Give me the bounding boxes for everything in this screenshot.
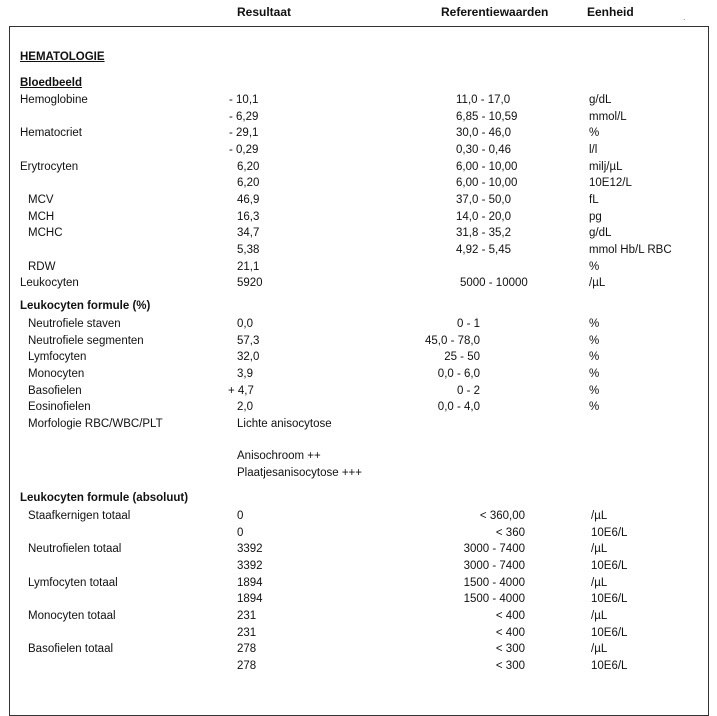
row-value: 6,20 bbox=[237, 161, 260, 173]
row-label: MCH bbox=[28, 211, 55, 223]
row-unit: 10E6/L bbox=[591, 593, 628, 605]
row-label: Monocyten totaal bbox=[28, 610, 116, 622]
row-value: 1894 bbox=[237, 593, 263, 605]
row-value: 21,1 bbox=[237, 261, 260, 273]
row-unit: pg bbox=[589, 211, 602, 223]
row-value: 2,0 bbox=[237, 401, 253, 413]
row-value: - 10,1 bbox=[229, 94, 259, 106]
row-value: 3,9 bbox=[237, 368, 253, 380]
row-unit: /µL bbox=[591, 610, 608, 622]
group-title: Leukocyten formule (%) bbox=[20, 300, 151, 312]
row-unit: mmol Hb/L RBC bbox=[589, 244, 672, 256]
row-value: 5920 bbox=[237, 277, 263, 289]
row-reference: < 400 bbox=[495, 610, 525, 622]
row-value: - 29,1 bbox=[229, 127, 259, 139]
row-reference: 6,00 - 10,00 bbox=[456, 177, 518, 189]
header-result: Resultaat bbox=[237, 5, 292, 19]
row-value: - 6,29 bbox=[229, 111, 259, 123]
row-value: Anisochroom ++ bbox=[237, 450, 321, 462]
section-title: HEMATOLOGIE bbox=[20, 51, 105, 63]
row-reference: 0 - 1 bbox=[456, 318, 480, 330]
row-unit: % bbox=[589, 261, 600, 273]
row-value: 3392 bbox=[237, 560, 263, 572]
header-reference: Referentiewaarden bbox=[441, 5, 549, 19]
row-unit: % bbox=[589, 318, 600, 330]
row-unit: mmol/L bbox=[589, 111, 627, 123]
row-unit: /µL bbox=[591, 577, 608, 589]
row-unit: /µL bbox=[591, 510, 608, 522]
row-reference: 0,30 - 0,46 bbox=[456, 144, 511, 156]
row-value: 231 bbox=[237, 627, 257, 639]
row-value: 278 bbox=[237, 660, 257, 672]
row-label: MCHC bbox=[28, 227, 63, 239]
header-unit: Eenheid bbox=[587, 5, 634, 19]
row-value: Plaatjesanisocytose +++ bbox=[237, 467, 362, 479]
row-value: 57,3 bbox=[237, 335, 260, 347]
row-label: RDW bbox=[28, 261, 56, 273]
row-unit: /µL bbox=[591, 543, 608, 555]
row-reference: 37,0 - 50,0 bbox=[456, 194, 511, 206]
row-reference: 45,0 - 78,0 bbox=[425, 335, 480, 347]
row-reference: < 300 bbox=[495, 643, 525, 655]
row-reference: 3000 - 7400 bbox=[463, 543, 525, 555]
row-unit: % bbox=[589, 368, 600, 380]
row-value: 1894 bbox=[237, 577, 263, 589]
row-unit: % bbox=[589, 335, 600, 347]
row-reference: 4,92 - 5,45 bbox=[456, 244, 511, 256]
row-reference: 11,0 - 17,0 bbox=[456, 94, 511, 106]
row-value: Lichte anisocytose bbox=[237, 418, 332, 430]
row-value: 34,7 bbox=[237, 227, 260, 239]
row-unit: % bbox=[589, 127, 600, 139]
row-value: 0 bbox=[237, 527, 244, 539]
row-reference: < 360,00 bbox=[479, 510, 525, 522]
row-value: 32,0 bbox=[237, 351, 260, 363]
row-reference: 0,0 - 6,0 bbox=[437, 368, 480, 380]
row-label: Erytrocyten bbox=[20, 161, 79, 173]
row-label: Basofielen totaal bbox=[28, 643, 114, 655]
row-value: 3392 bbox=[237, 543, 263, 555]
row-unit: % bbox=[589, 351, 600, 363]
row-reference: 6,85 - 10,59 bbox=[456, 111, 518, 123]
row-label: Neutrofiele staven bbox=[28, 318, 121, 330]
row-unit: % bbox=[589, 401, 600, 413]
row-label: MCV bbox=[28, 194, 54, 206]
row-label: Staafkernigen totaal bbox=[28, 510, 131, 522]
row-value: 5,38 bbox=[237, 244, 260, 256]
row-label: Eosinofielen bbox=[28, 401, 91, 413]
row-unit: milj/µL bbox=[589, 161, 623, 173]
row-unit: /µL bbox=[589, 277, 606, 289]
row-value: 0 bbox=[237, 510, 244, 522]
row-unit: 10E12/L bbox=[589, 177, 632, 189]
row-reference: 0,0 - 4,0 bbox=[437, 401, 480, 413]
row-unit: 10E6/L bbox=[591, 560, 628, 572]
row-label: Leukocyten bbox=[20, 277, 79, 289]
row-unit: fL bbox=[589, 194, 599, 206]
row-unit: g/dL bbox=[589, 227, 612, 239]
row-value: 278 bbox=[237, 643, 257, 655]
row-value: 46,9 bbox=[237, 194, 260, 206]
row-reference: 3000 - 7400 bbox=[463, 560, 525, 572]
row-reference: 30,0 - 46,0 bbox=[456, 127, 511, 139]
row-reference: 6,00 - 10,00 bbox=[456, 161, 518, 173]
row-label: Neutrofielen totaal bbox=[28, 543, 122, 555]
row-reference: < 300 bbox=[495, 660, 525, 672]
row-reference: < 360 bbox=[495, 527, 525, 539]
row-unit: % bbox=[589, 385, 600, 397]
row-label: Morfologie RBC/WBC/PLT bbox=[28, 418, 163, 430]
row-label: Hematocriet bbox=[20, 127, 82, 139]
row-reference: 1500 - 4000 bbox=[463, 577, 525, 589]
row-reference: 5000 - 10000 bbox=[460, 277, 528, 289]
row-value: 16,3 bbox=[237, 211, 260, 223]
row-unit: 10E6/L bbox=[591, 660, 628, 672]
row-reference: 14,0 - 20,0 bbox=[456, 211, 511, 223]
row-value: 231 bbox=[237, 610, 257, 622]
row-unit: /µL bbox=[591, 643, 608, 655]
row-value: - 0,29 bbox=[229, 144, 259, 156]
group-title: Leukocyten formule (absoluut) bbox=[20, 492, 189, 504]
row-value: 0,0 bbox=[237, 318, 253, 330]
row-value: + 4,7 bbox=[228, 385, 254, 397]
row-reference: < 400 bbox=[495, 627, 525, 639]
corner-mark: . bbox=[683, 12, 686, 22]
row-label: Lymfocyten bbox=[28, 351, 87, 363]
row-label: Lymfocyten totaal bbox=[28, 577, 118, 589]
group-title: Bloedbeeld bbox=[20, 77, 82, 89]
row-unit: l/l bbox=[589, 144, 598, 156]
row-value: 6,20 bbox=[237, 177, 260, 189]
row-reference: 31,8 - 35,2 bbox=[456, 227, 511, 239]
row-reference: 1500 - 4000 bbox=[463, 593, 525, 605]
row-unit: 10E6/L bbox=[591, 627, 628, 639]
row-label: Basofielen bbox=[28, 385, 82, 397]
row-label: Monocyten bbox=[28, 368, 85, 380]
row-label: Neutrofiele segmenten bbox=[28, 335, 144, 347]
row-unit: g/dL bbox=[589, 94, 612, 106]
row-reference: 0 - 2 bbox=[456, 385, 480, 397]
row-reference: 25 - 50 bbox=[444, 351, 480, 363]
row-unit: 10E6/L bbox=[591, 527, 628, 539]
row-label: Hemoglobine bbox=[20, 94, 88, 106]
